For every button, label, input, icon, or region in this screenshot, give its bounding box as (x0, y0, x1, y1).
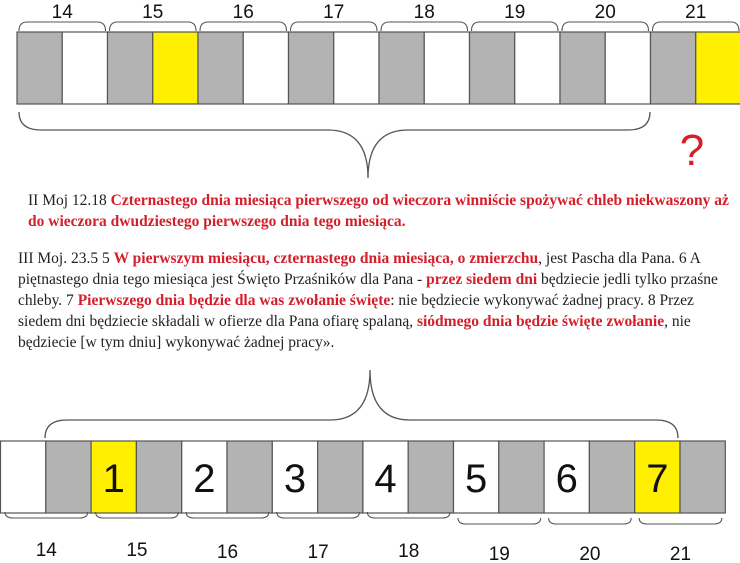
bottom-cell-9 (363, 441, 408, 513)
top-day-label-17: 17 (323, 2, 345, 23)
bottom-cell-4 (136, 441, 181, 513)
top-cell-1 (17, 32, 62, 104)
top-day-label-15: 15 (142, 2, 164, 23)
day-number-7: 7 (646, 457, 669, 501)
passage-leviticus-ref: III Moj. 23.5 5 (18, 250, 114, 267)
top-bracket-18 (381, 22, 468, 31)
top-cell-10 (424, 32, 469, 104)
bottom-day-label-21: 21 (669, 544, 692, 563)
bottom-cell-12 (499, 441, 544, 513)
bottom-cell-7 (272, 441, 317, 513)
bottom-day-label-17: 17 (307, 542, 329, 563)
top-cell-4 (153, 32, 198, 104)
top-day-label-20: 20 (594, 2, 616, 23)
passage-leviticus-emphasis-1: W pierwszym miesiącu, czternastego dnia miesiąca, o zmierzchu (113, 250, 539, 267)
bottom-cell-15 (635, 441, 680, 513)
top-cell-16 (696, 32, 740, 104)
passage-leviticus-text-4: , nie będziecie [w tym dniu] wykonywać żadnej pracy». (18, 313, 691, 351)
top-bracket-20 (562, 22, 649, 31)
top-cell-7 (289, 32, 334, 104)
bottom-day-label-15: 15 (126, 540, 148, 561)
bottom-bracket-21 (639, 518, 722, 524)
top-bracket-19 (472, 22, 559, 31)
bottom-cell-14 (589, 441, 634, 513)
bottom-curly-brace (45, 370, 678, 438)
bottom-bracket-19 (458, 518, 541, 524)
bottom-day-label-19: 19 (488, 544, 510, 563)
top-cell-8 (334, 32, 379, 104)
day-number-6: 6 (555, 457, 578, 501)
bottom-day-label-20: 20 (579, 544, 601, 563)
bottom-cell-2 (46, 441, 91, 513)
bottom-cell-16 (680, 441, 725, 513)
top-cell-9 (379, 32, 424, 104)
top-cell-11 (470, 32, 515, 104)
top-day-label-16: 16 (232, 2, 254, 23)
top-cell-2 (62, 32, 107, 104)
top-bracket-15 (110, 22, 197, 31)
bottom-cell-10 (408, 441, 453, 513)
bottom-cell-3 (91, 441, 136, 513)
top-bracket-16 (200, 22, 287, 31)
bottom-day-label-16: 16 (216, 542, 239, 563)
top-day-label-21: 21 (685, 2, 707, 23)
bottom-cell-13 (544, 441, 589, 513)
passage-leviticus (18, 248, 734, 353)
bottom-bracket-20 (549, 518, 632, 524)
passage-leviticus-text-3: : nie będziecie wykonywać żadnej pracy. 8 Przez siedem dni będziecie składali w ofierze dla Pana ofiarę spalaną, (18, 292, 694, 330)
passage-exodus (28, 190, 740, 232)
passage-leviticus-emphasis-3: Pierwszego dnia będzie dla was zwołanie święte (77, 292, 391, 309)
top-day-label-19: 19 (504, 2, 526, 23)
bottom-cell-6 (227, 441, 272, 513)
top-cell-6 (243, 32, 288, 104)
bottom-day-brackets (5, 512, 722, 524)
top-cell-12 (515, 32, 560, 104)
passage-leviticus-emphasis-2: przez siedem dni (426, 271, 538, 288)
bottom-day-labels (36, 540, 691, 563)
top-day-labels (52, 2, 707, 23)
bottom-cell-5 (182, 441, 227, 513)
passage-leviticus-text-1: , jest Pascha dla Pana. 6 A piętnastego dnia tego miesiąca jest Święto Przaśników dla Pana - (18, 250, 701, 288)
day-number-1: 1 (102, 457, 125, 501)
top-bracket-21 (653, 22, 740, 31)
question-mark: ? (679, 126, 705, 175)
top-cell-14 (605, 32, 650, 104)
bottom-day-label-14: 14 (35, 540, 57, 561)
top-cell-15 (651, 32, 696, 104)
top-bracket-14 (19, 22, 106, 31)
top-cell-3 (108, 32, 153, 104)
top-day-label-14: 14 (51, 2, 73, 23)
top-cell-5 (198, 32, 243, 104)
top-curly-brace (19, 112, 650, 178)
bottom-day-label-18: 18 (398, 541, 420, 562)
day-number-4: 4 (374, 457, 397, 501)
passage-leviticus-emphasis-4: siódmego dnia będzie święte zwołanie (416, 313, 665, 330)
top-bracket-17 (291, 22, 378, 31)
passage-exodus-ref: II Moj 12.18 (28, 192, 111, 209)
top-day-label-18: 18 (413, 2, 435, 23)
top-cell-13 (560, 32, 605, 104)
bottom-day-strip (1, 441, 726, 513)
bottom-cell-1 (1, 441, 46, 513)
passage-leviticus-text-2: będziecie jedli tylko przaśne chleby. 7 (18, 271, 718, 309)
top-day-brackets (19, 22, 739, 31)
day-number-5: 5 (465, 457, 488, 501)
bottom-cell-8 (318, 441, 363, 513)
bottom-cell-11 (454, 441, 499, 513)
passage-exodus-emphasis: Czternastego dnia miesiąca pierwszego od wieczora winniście spożywać chleb niekwaszony aż do wieczora dwudziestego pierwszego dnia tego miesiąca. (28, 192, 729, 230)
day-number-2: 2 (193, 457, 216, 501)
day-number-3: 3 (283, 457, 307, 501)
top-day-strip (17, 32, 740, 104)
